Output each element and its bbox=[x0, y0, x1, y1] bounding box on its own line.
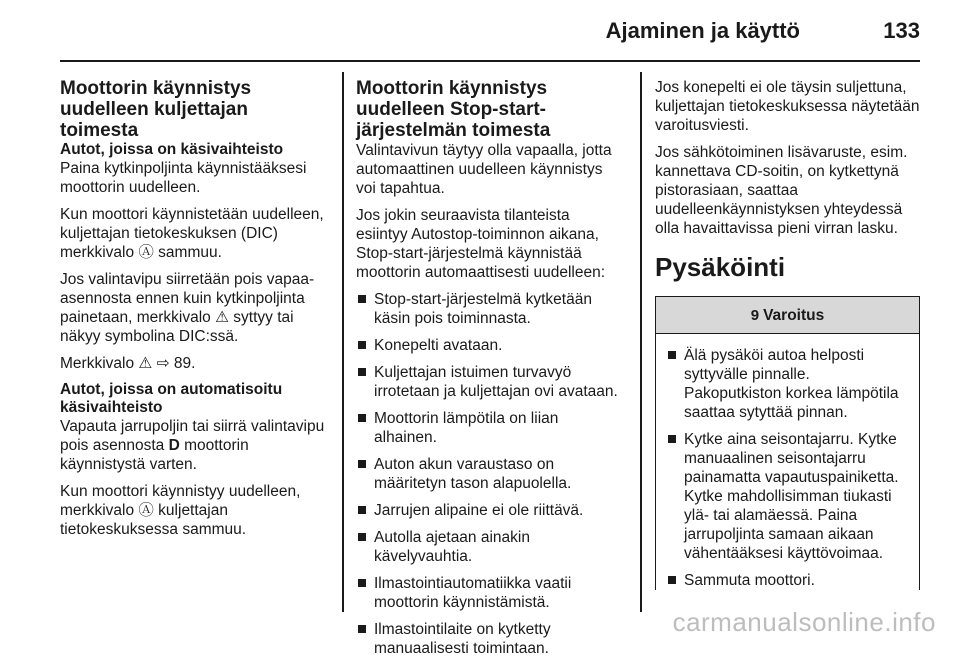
column-divider bbox=[640, 72, 642, 612]
paragraph: Jos jokin seuraavista tilanteista esiintyy Autostop-toiminnon aikana, Stop-start-järjestelmä käynnistää moottorin automaattisesti uudelleen: bbox=[356, 207, 606, 281]
list-item: Ilmastointilaite on kytketty manuaalisesti toimintaan. bbox=[356, 620, 621, 658]
list-item: Ilmastointiautomatiikka vaatii moottorin käynnistämistä. bbox=[356, 574, 621, 612]
paragraph: Vapauta jarrupoljin tai siirrä valintavipu pois asennosta D moottorin käynnistystä varten. bbox=[60, 418, 325, 473]
list-item: Jarrujen alipaine ei ole riittävä. bbox=[356, 501, 621, 520]
bullet-list bbox=[356, 290, 621, 658]
list-item: Auton akun varaustaso on määritetyn tason alapuolella. bbox=[356, 455, 621, 493]
list-item: Konepelti avataan. bbox=[356, 336, 621, 355]
list-item: Kuljettajan istuimen turvavyö irrotetaan ja kuljettajan ovi avataan. bbox=[356, 363, 621, 401]
page-number: 133 bbox=[883, 18, 920, 43]
subheading: Autot, joissa on käsivaihteisto bbox=[60, 141, 284, 158]
paragraph: Jos valintavipu siirretään pois vapaa-asennosta ennen kuin kytkinpoljinta painetaan, merkkivalo ⚠ syttyy tai näkyy symbolina DIC:ssä. bbox=[60, 271, 315, 345]
section-heading: Moottorin käynnistys uudelleen Stop-start-järjestelmän toimesta bbox=[356, 78, 551, 141]
warning-box bbox=[655, 296, 920, 590]
paragraph: Valintavivun täytyy olla vapaalla, jotta automaattinen uudelleen käynnistys voi tapahtua. bbox=[356, 142, 612, 197]
warning-icon: 9 bbox=[750, 306, 760, 324]
warning-header bbox=[656, 297, 919, 334]
list-item: Stop-start-järjestelmä kytketään käsin pois toiminnasta. bbox=[356, 290, 621, 328]
page-header bbox=[60, 0, 920, 62]
paragraph: Merkkivalo ⚠ ⇨ 89. bbox=[60, 355, 196, 372]
paragraph: Paina kytkinpoljinta käynnistääksesi moottorin uudelleen. bbox=[60, 160, 307, 196]
list-item: Moottorin lämpötila on liian alhainen. bbox=[356, 409, 621, 447]
column-left bbox=[60, 78, 325, 547]
column-middle bbox=[356, 78, 621, 666]
list-item: Autolla ajetaan ainakin kävelyvauhtia. bbox=[356, 528, 621, 566]
list-item: Kytke aina seisontajarru. Kytke manuaalinen seisontajarru painamatta vapautuspainiketta. Kytke mahdollisimman tiukasti ylä- tai alamäessä. Paina jarrupoljinta samaan aikaan vähentääksesi käyttövoimaa. bbox=[666, 430, 909, 563]
section-heading: Moottorin käynnistys uudelleen kuljettajan toimesta bbox=[60, 78, 252, 141]
list-item: Älä pysäköi autoa helposti syttyvälle pinnalle. Pakoputkiston korkea lämpötila saattaa sytyttää pinnan. bbox=[666, 346, 909, 422]
paragraph: Kun moottori käynnistetään uudelleen, kuljettajan tietokeskuksen (DIC) merkkivalo Ⓐ sammuu. bbox=[60, 206, 324, 261]
subheading: Autot, joissa on automatisoitu käsivaihteisto bbox=[60, 381, 283, 416]
watermark: carmanualsonline.info bbox=[672, 607, 936, 637]
column-right bbox=[655, 78, 920, 598]
column-divider bbox=[342, 72, 344, 612]
paragraph: Kun moottori käynnistyy uudelleen, merkkivalo Ⓐ kuljettajan tietokeskuksessa sammuu. bbox=[60, 483, 301, 538]
warning-list bbox=[666, 346, 909, 590]
paragraph: Jos sähkötoiminen lisävaruste, esim. kannettava CD-soitin, on kytkettynä pistorasiaan, saattaa uudelleenkäynnistyksen yhteydessä olla havaittavissa pieni virran lasku. bbox=[655, 144, 908, 237]
warning-label: Varoitus bbox=[763, 306, 825, 324]
section-title: Pysäköinti bbox=[655, 252, 786, 282]
chapter-title: Ajaminen ja käyttö bbox=[605, 18, 800, 43]
list-item: Sammuta moottori. bbox=[666, 571, 909, 590]
paragraph: Jos konepelti ei ole täysin suljettuna, kuljettajan tietokeskuksessa näytetään varoitusviesti. bbox=[655, 79, 920, 134]
warning-body bbox=[656, 334, 919, 590]
